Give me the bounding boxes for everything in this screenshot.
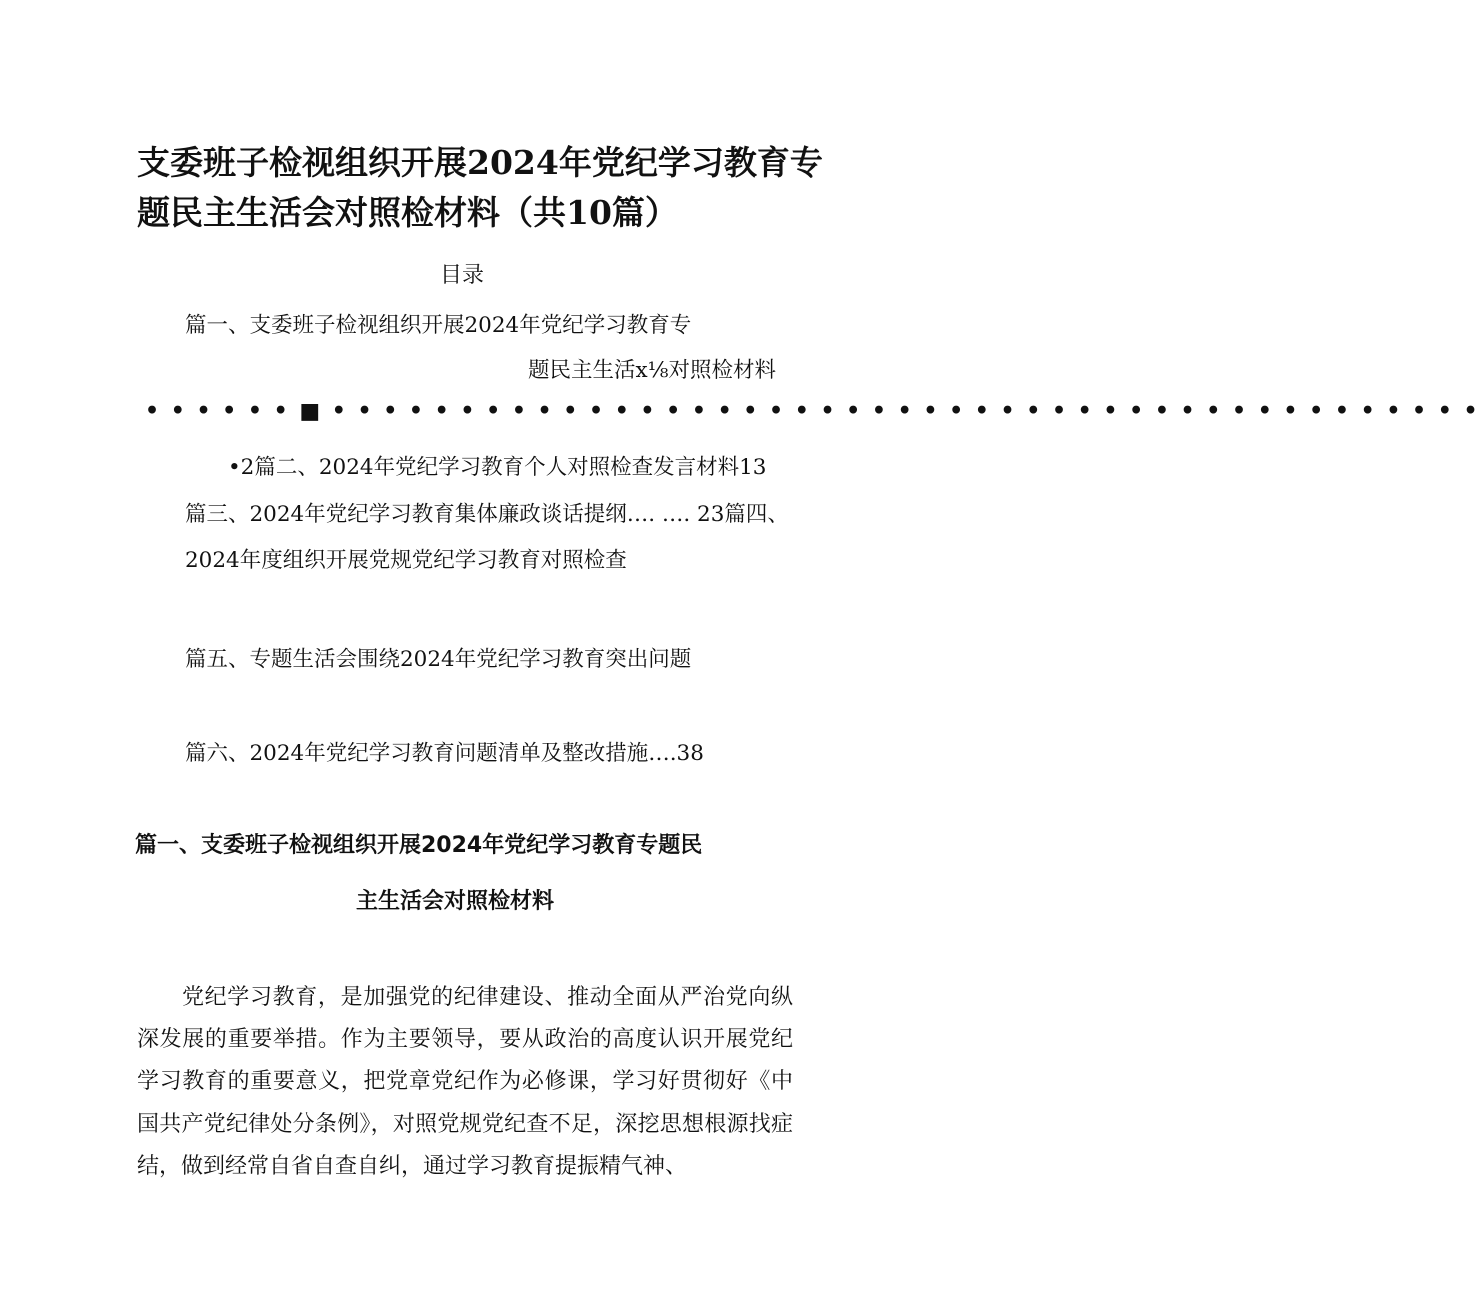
body-paragraph-text: 党纪学习教育，是加强党的纪律建设、推动全面从严治党向纵深发展的重要举措。作为主要领导，要从政治的高度认识开展党纪学习教育的重要意义，把党章党纪作为必修课，学习好贯彻好《中国共产党纪律处分条例》，对照党规党纪查不足，深挖思想根源找症结，做到经常自省自查自纠，通过学习教育提振精气神、 bbox=[137, 985, 793, 1179]
toc-leader-dots: • • • • • • ■ • • • • • • • • • • • • • • • • • • • • • • • • • • • • • • • • • • • • • • • • • • • • • bbox=[145, 398, 1480, 424]
document-title-line-1: 支委班子检视组织开展2024年党纪学习教育专 bbox=[137, 143, 823, 182]
toc-entry-1-line-2[interactable]: 题民主生活x⅛对照检材料 bbox=[528, 358, 776, 383]
toc-entry-5[interactable]: 篇五、专题生活会围绕2024年党纪学习教育突出问题 bbox=[185, 647, 692, 672]
toc-entry-3-line-1[interactable]: 篇三、2024年党纪学习教育集体廉政谈话提纲…. …. 23篇四、 bbox=[185, 502, 789, 527]
section-title-line-1: 篇一、支委班子检视组织开展2024年党纪学习教育专题民 bbox=[135, 833, 703, 858]
toc-entry-6[interactable]: 篇六、2024年党纪学习教育问题清单及整改措施….38 bbox=[185, 741, 704, 766]
toc-entry-2[interactable]: •2篇二、2024年党纪学习教育个人对照检查发言材料13 bbox=[228, 455, 767, 480]
body-paragraph bbox=[137, 977, 793, 1188]
toc-entry-1-line-1[interactable]: 篇一、支委班子检视组织开展2024年党纪学习教育专 bbox=[185, 313, 692, 338]
section-title-line-2: 主生活会对照检材料 bbox=[356, 889, 555, 914]
toc-heading: 目录 bbox=[440, 263, 485, 288]
document-title-line-2: 题民主生活会对照检材料（共10篇） bbox=[137, 193, 678, 232]
toc-entry-4[interactable]: 2024年度组织开展党规党纪学习教育对照检查 bbox=[185, 548, 627, 573]
